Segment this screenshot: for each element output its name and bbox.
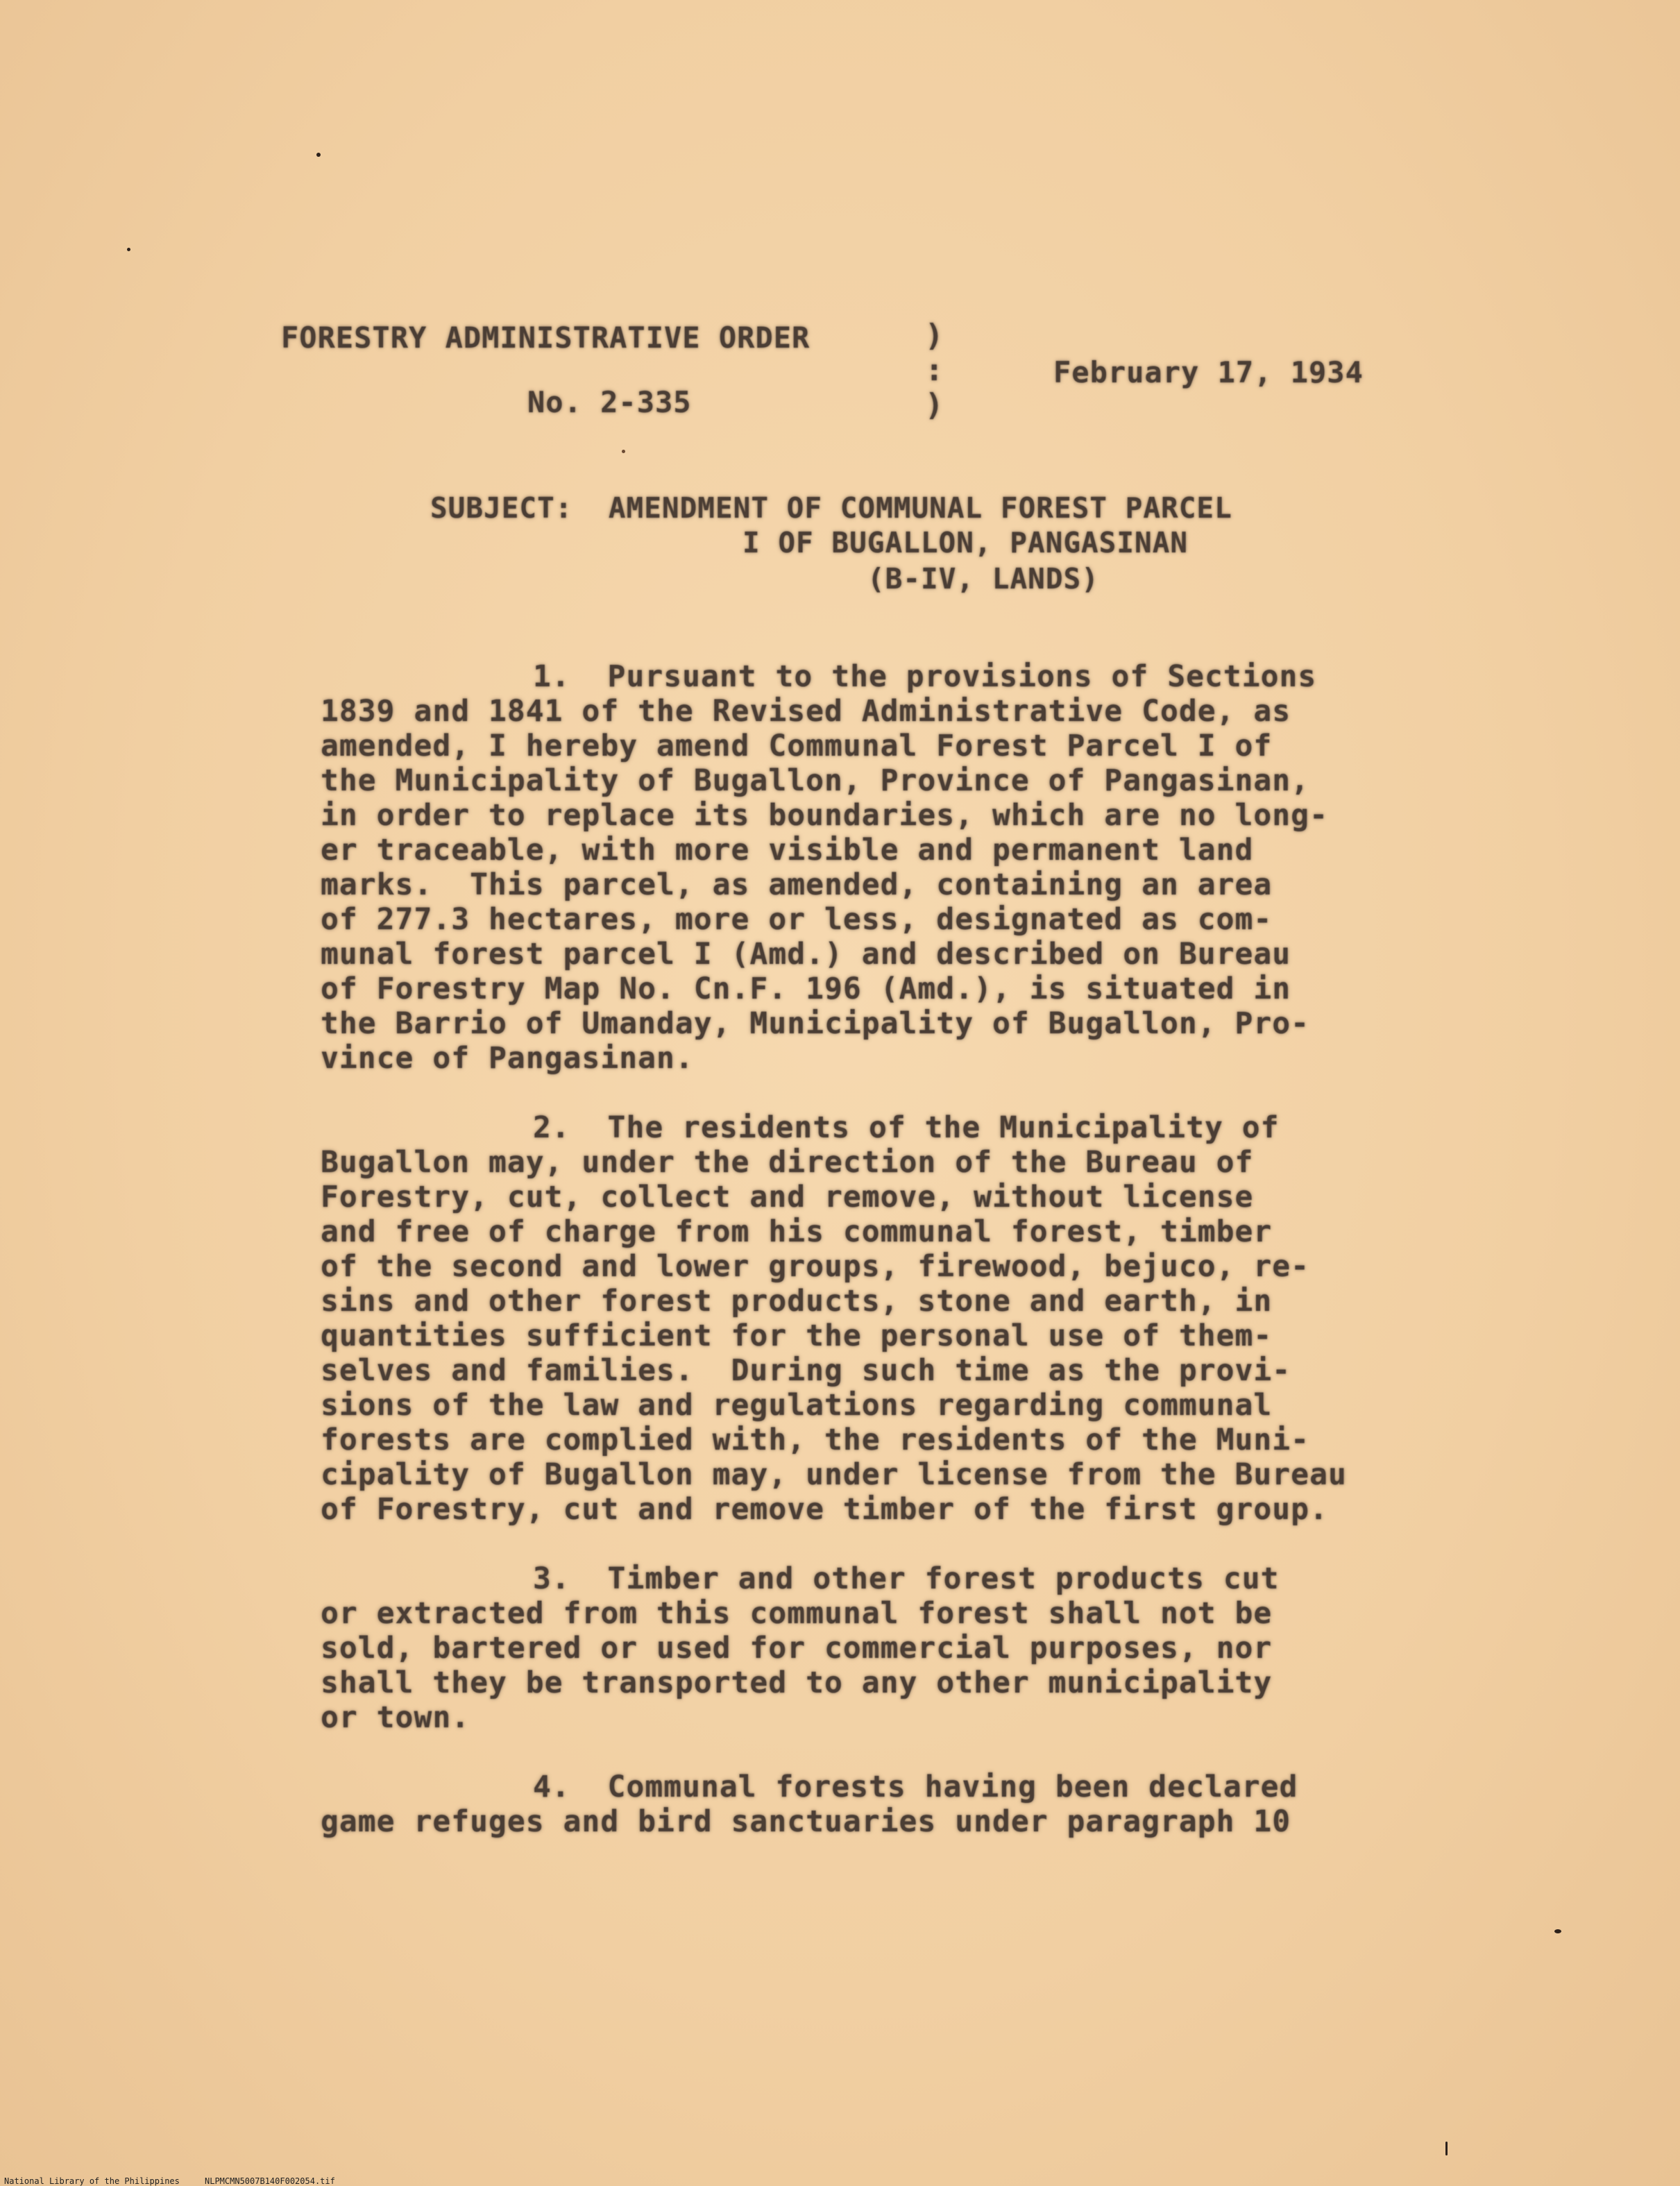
body-line: 4. Communal forests having been declared (533, 1770, 1298, 1804)
header-bracket-bottom: ) (925, 387, 944, 423)
body-line: and free of charge from his communal forest, timber (321, 1214, 1273, 1249)
body-line: vince of Pangasinan. (321, 1041, 694, 1076)
scan-footer (4, 2176, 335, 2186)
body-line: or extracted from this communal forest shall not be (321, 1596, 1273, 1631)
paper-speck (622, 450, 625, 453)
body-line: shall they be transported to any other municipality (321, 1666, 1273, 1700)
body-line: 1839 and 1841 of the Revised Administrative Code, as (321, 694, 1291, 729)
paper-speck (1445, 2142, 1448, 2155)
body-line: sold, bartered or used for commercial purposes, nor (321, 1631, 1273, 1666)
paper-speck (127, 248, 130, 251)
body-line: sions of the law and regulations regarding communal (321, 1388, 1273, 1423)
body-line: cipality of Bugallon may, under license from the Bureau (321, 1457, 1347, 1492)
body-line: amended, I hereby amend Communal Forest Parcel I of (321, 729, 1273, 763)
subject-line-3: (B-IV, LANDS) (867, 562, 1099, 595)
subject-line-2: I OF BUGALLON, PANGASINAN (743, 526, 1189, 559)
body-line: of Forestry, cut and remove timber of the first group. (321, 1492, 1328, 1527)
body-line: the Municipality of Bugallon, Province of Pangasinan, (321, 763, 1310, 798)
body-line: of 277.3 hectares, more or less, designated as com- (321, 902, 1273, 937)
body-line: quantities sufficient for the personal use of them- (321, 1319, 1273, 1353)
body-line: in order to replace its boundaries, which are no long- (321, 798, 1328, 833)
header-bracket-top: ) (925, 318, 944, 353)
body-line: Forestry, cut, collect and remove, without license (321, 1180, 1254, 1214)
body-line: of the second and lower groups, firewood, bejuco, re- (321, 1249, 1310, 1284)
body-line: of Forestry Map No. Cn.F. 196 (Amd.), is situated in (321, 972, 1291, 1006)
body-line: sins and other forest products, stone and earth, in (321, 1284, 1273, 1319)
body-line: the Barrio of Umanday, Municipality of Bugallon, Pro- (321, 1006, 1310, 1041)
body-line: selves and families. During such time as the provi- (321, 1353, 1291, 1388)
body-line: 3. Timber and other forest products cut (533, 1561, 1280, 1596)
body-line: er traceable, with more visible and permanent land (321, 833, 1254, 867)
footer-file-id: NLPMCMN5007B140F002054.tif (205, 2176, 335, 2186)
order-number: No. 2-335 (527, 385, 692, 419)
body-line: marks. This parcel, as amended, containing an area (321, 867, 1273, 902)
order-date: February 17, 1934 (1053, 355, 1364, 389)
body-line: forests are complied with, the residents of the Muni- (321, 1423, 1310, 1457)
body-line: Bugallon may, under the direction of the Bureau of (321, 1145, 1254, 1180)
body-line: or town. (321, 1700, 470, 1735)
subject-line-1: SUBJECT: AMENDMENT OF COMMUNAL FOREST PARCEL (430, 491, 1232, 525)
body-line: munal forest parcel I (Amd.) and described on Bureau (321, 937, 1291, 972)
paper-speck (1554, 1929, 1561, 1933)
body-line: game refuges and bird sanctuaries under paragraph 10 (321, 1804, 1291, 1839)
header-bracket-mid: : (925, 353, 944, 388)
footer-credit: National Library of the Philippines (4, 2176, 180, 2186)
order-title: FORESTRY ADMINISTRATIVE ORDER (281, 321, 811, 355)
body-line: 1. Pursuant to the provisions of Sections (533, 659, 1317, 694)
body-line: 2. The residents of the Municipality of (533, 1110, 1280, 1145)
paper-speck (316, 153, 321, 157)
